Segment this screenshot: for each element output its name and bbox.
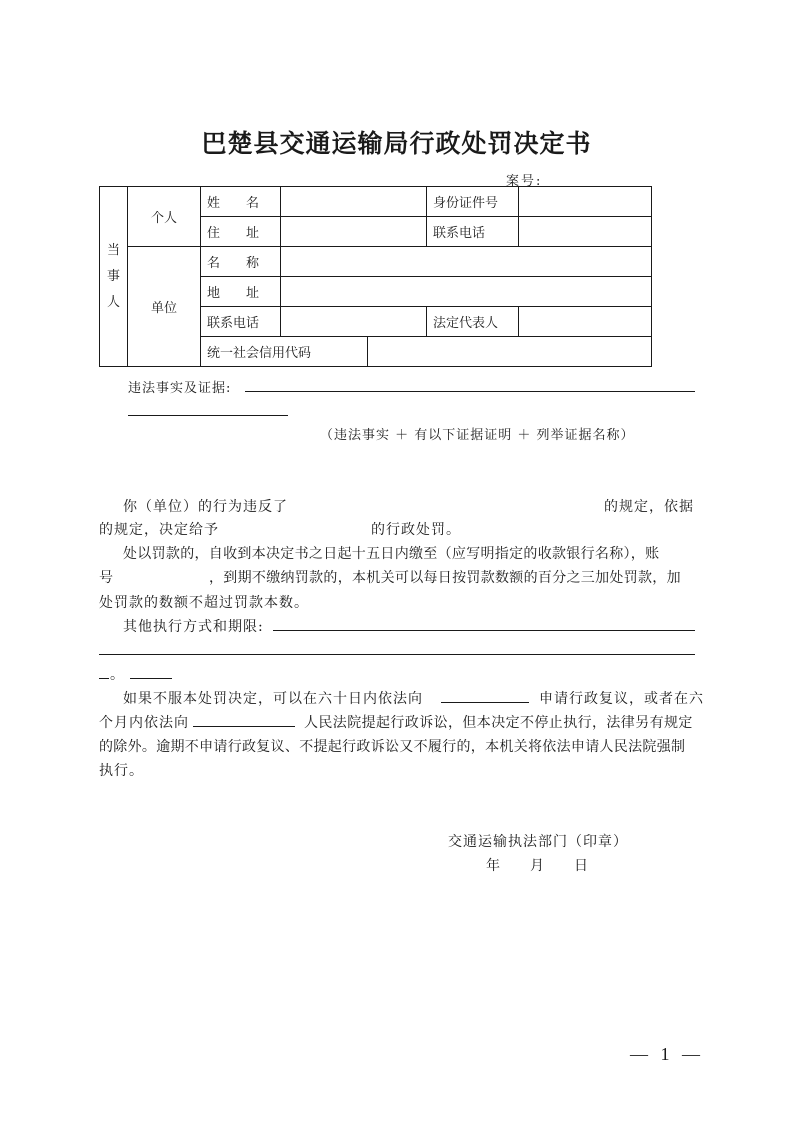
other-method-line-3[interactable]	[99, 678, 109, 679]
date-month-label: 月	[530, 858, 545, 874]
facts-line-1[interactable]	[245, 391, 695, 392]
issuing-department: 交通运输执法部门（印章）	[448, 834, 628, 850]
penalty-text-end: 的行政处罚。	[371, 522, 461, 538]
other-method-line-1[interactable]	[273, 630, 695, 631]
fine-line-2-end: ，到期不缴纳罚款的，本机关可以每日按罚款数额的百分之三加处罚款，加	[209, 570, 681, 586]
unit-name-field[interactable]	[281, 247, 652, 277]
other-method-end: 。	[110, 667, 125, 683]
unit-legal-rep-field[interactable]	[519, 307, 652, 337]
penalty-text-start: 的规定，决定给予	[99, 522, 219, 538]
other-method-label: 其他执行方式和期限:	[123, 619, 264, 635]
appeal-line-1-end: 申请行政复议，或者在六	[539, 691, 704, 707]
party-info-table	[99, 186, 652, 367]
appeal-review-authority-line[interactable]	[441, 702, 529, 703]
facts-line-2[interactable]	[128, 415, 288, 416]
unit-name-label: 名 称	[201, 247, 281, 277]
unit-address-label: 地 址	[201, 277, 281, 307]
facts-label: 违法事实及证据:	[128, 381, 232, 396]
individual-id-field[interactable]	[519, 187, 652, 217]
date-day-label: 日	[574, 858, 589, 874]
individual-id-label: 身份证件号	[427, 187, 519, 217]
party-heading: 当事人	[106, 242, 120, 310]
violation-text-end: 的规定，依据	[604, 499, 694, 515]
unit-credit-code-field[interactable]	[368, 337, 652, 367]
appeal-line-2-start: 个月内依法向	[99, 715, 189, 731]
individual-address-field[interactable]	[281, 217, 427, 247]
document-title: 巴楚县交通运输局行政处罚决定书	[201, 129, 592, 158]
facts-hint: （违法事实 ＋ 有以下证据证明 ＋ 列举证据名称）	[320, 428, 635, 443]
appeal-line-2-end: 人民法院提起行政诉讼，但本决定不停止执行，法律另有规定	[304, 715, 693, 731]
other-method-line-2[interactable]	[99, 654, 695, 655]
fine-line-2-start: 号	[99, 570, 114, 586]
fine-line-1: 处以罚款的，自收到本决定书之日起十五日内缴至（应写明指定的收款银行名称），账	[123, 546, 660, 562]
individual-label: 个人	[128, 187, 201, 247]
page-number: — 1 —	[630, 1044, 704, 1064]
unit-legal-rep-label: 法定代表人	[427, 307, 519, 337]
party-heading-cell	[100, 187, 128, 367]
appeal-line-1-start: 如果不服本处罚决定，可以在六十日内依法向	[123, 691, 423, 707]
fine-line-3: 处罚款的数额不超过罚款本数。	[99, 595, 309, 611]
appeal-line-3: 的除外。逾期不申请行政复议、不提起行政诉讼又不履行的，本机关将依法申请人民法院强制	[99, 739, 686, 755]
individual-name-label: 姓 名	[201, 187, 281, 217]
date-year-label: 年	[486, 858, 501, 874]
appeal-court-line[interactable]	[193, 726, 295, 727]
unit-address-field[interactable]	[281, 277, 652, 307]
violation-text-start: 你（单位）的行为违反了	[123, 499, 288, 515]
unit-credit-code-label: 统一社会信用代码	[201, 337, 368, 367]
individual-phone-label: 联系电话	[427, 217, 519, 247]
case-number-label: 案号:	[506, 174, 543, 189]
individual-name-field[interactable]	[281, 187, 427, 217]
unit-phone-label: 联系电话	[201, 307, 281, 337]
appeal-line-4: 执行。	[99, 763, 144, 779]
individual-phone-field[interactable]	[519, 217, 652, 247]
individual-address-label: 住 址	[201, 217, 281, 247]
other-method-line-4[interactable]	[130, 678, 172, 679]
unit-label: 单位	[128, 247, 201, 367]
unit-phone-field[interactable]	[281, 307, 427, 337]
